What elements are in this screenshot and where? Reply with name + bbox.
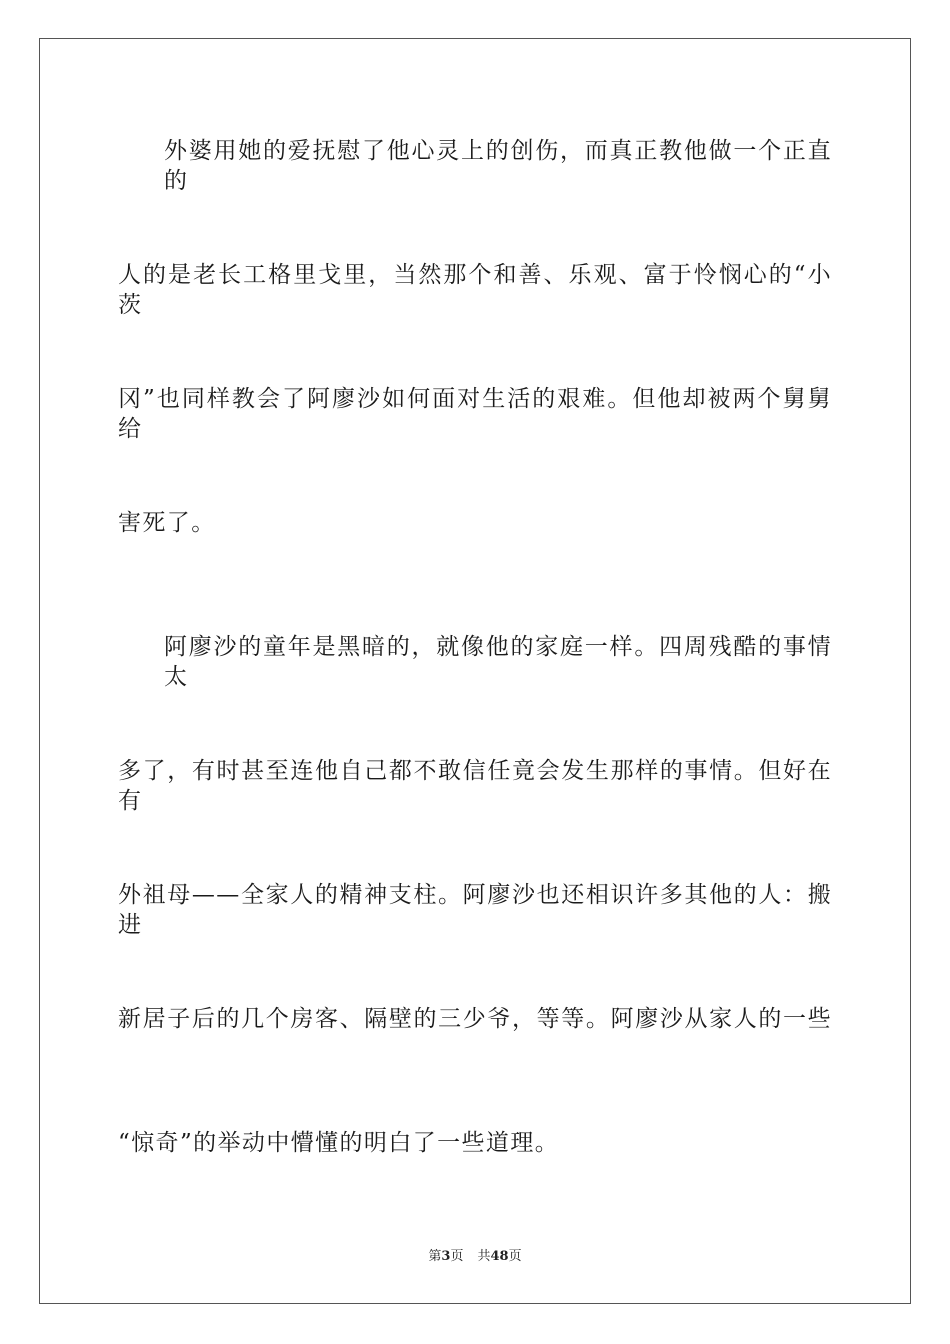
paragraph-2-line-2: 多了，有时甚至连他自己都不敢信任竟会发生那样的事情。但好在有 [118,758,832,814]
paragraph-2-line-1: 阿廖沙的童年是黑暗的，就像他的家庭一样。四周残酷的事情太 [164,634,832,690]
total-prefix: 共 [477,1249,491,1264]
total-suffix: 页 [508,1249,522,1264]
paragraph-2-line-4: 新居子后的几个房客、隔壁的三少爷，等等。阿廖沙从家人的一些 [118,1006,832,1032]
page-suffix: 页 [450,1249,464,1264]
total-pages: 48 [490,1249,509,1264]
paragraph-1-line-1: 外婆用她的爱抚慰了他心灵上的创伤，而真正教他做一个正直的 [164,138,832,194]
page-prefix: 第 [428,1249,442,1264]
paragraph-2-line-5: “惊奇”的举动中懵懂的明白了一些道理。 [118,1130,560,1156]
page-number: 3 [441,1249,451,1264]
paragraph-2-line-3: 外祖母——全家人的精神支柱。阿廖沙也还相识许多其他的人：搬进 [118,882,832,938]
page-footer [0,1248,950,1266]
paragraph-1-line-4: 害死了。 [118,510,216,536]
paragraph-1-line-2: 人的是老长工格里戈里，当然那个和善、乐观、富于怜悯心的“小茨 [118,262,832,318]
paragraph-1-line-3: 冈”也同样教会了阿廖沙如何面对生活的艰难。但他却被两个舅舅给 [118,386,832,442]
